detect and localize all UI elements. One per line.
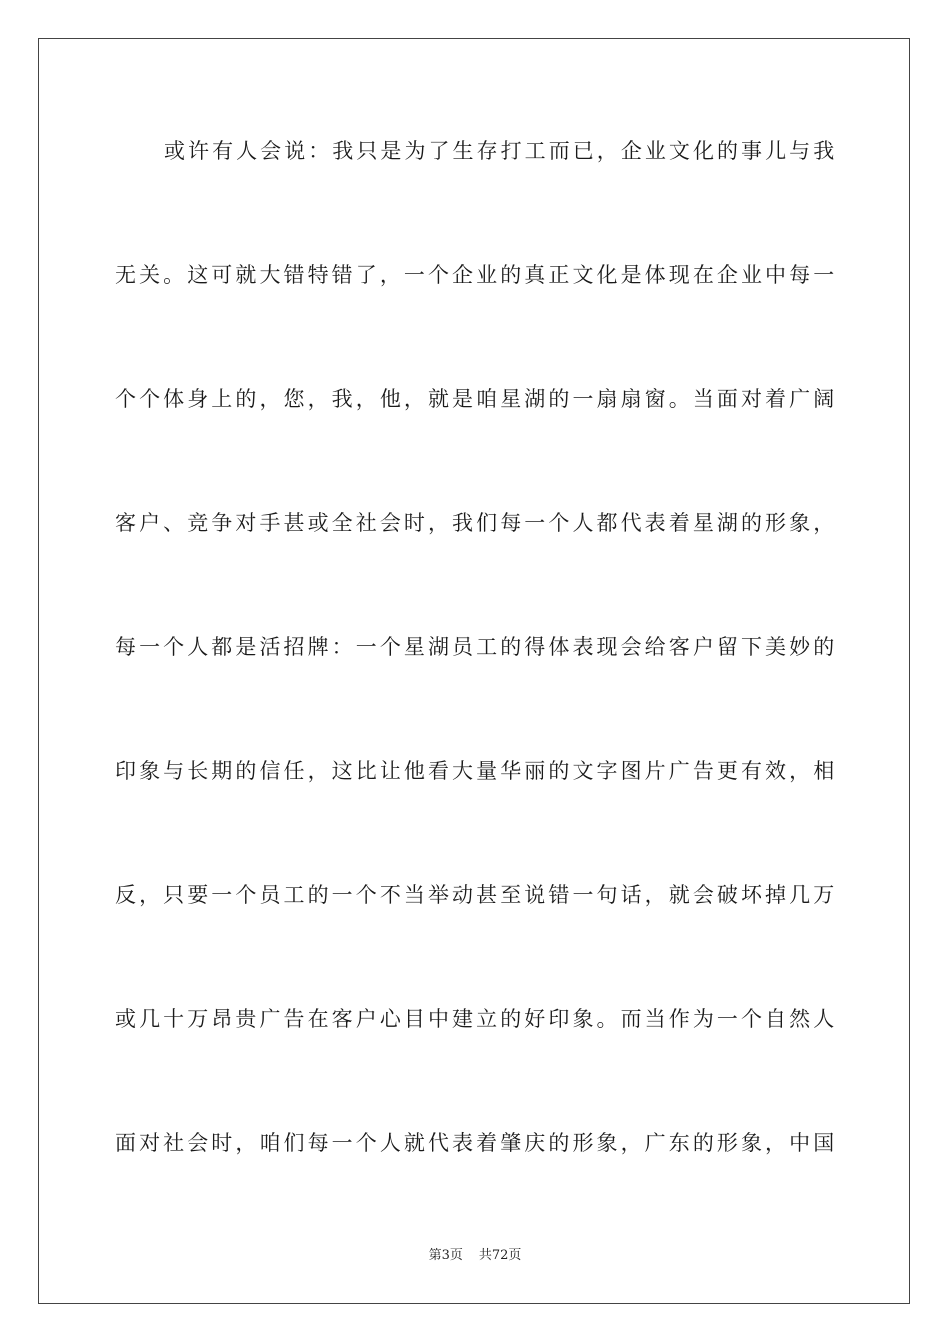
paragraph-line: 面对社会时，咱们每一个人就代表着肇庆的形象，广东的形象，中国	[115, 1131, 835, 1155]
page-border	[38, 38, 910, 1304]
paragraph-line: 个个体身上的，您，我，他，就是咱星湖的一扇扇窗。当面对着广阔	[115, 387, 835, 411]
paragraph-line: 反，只要一个员工的一个不当举动甚至说错一句话，就会破坏掉几万	[115, 883, 835, 907]
paragraph-line: 客户、竞争对手甚或全社会时，我们每一个人都代表着星湖的形象，	[115, 511, 835, 535]
paragraph-line: 无关。这可就大错特错了，一个企业的真正文化是体现在企业中每一	[115, 263, 835, 287]
paragraph-line: 或许有人会说：我只是为了生存打工而已，企业文化的事儿与我	[164, 139, 835, 163]
paragraph-line: 印象与长期的信任，这比让他看大量华丽的文字图片广告更有效，相	[115, 759, 835, 783]
paragraph-line: 或几十万昂贵广告在客户心目中建立的好印象。而当作为一个自然人	[115, 1007, 835, 1031]
page-total: 共72页	[478, 1248, 522, 1263]
page-number: 第3页	[428, 1248, 463, 1263]
page-footer	[0, 1244, 950, 1263]
paragraph-line: 每一个人都是活招牌：一个星湖员工的得体表现会给客户留下美妙的	[115, 635, 835, 659]
